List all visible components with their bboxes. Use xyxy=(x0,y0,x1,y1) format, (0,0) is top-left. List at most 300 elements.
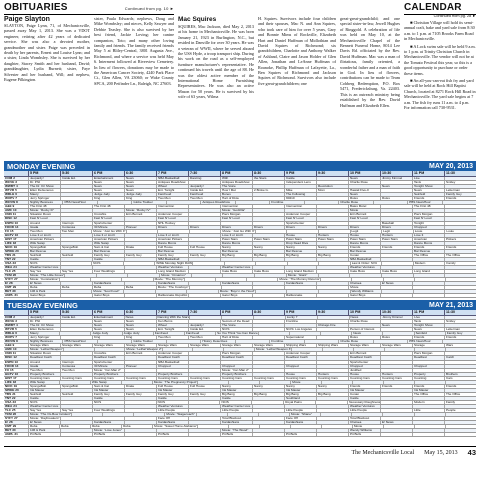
program-cell: Interrupt. xyxy=(60,361,92,364)
program-cell: Weather Ventures xyxy=(156,266,188,269)
program-cell: NCIS xyxy=(28,262,60,265)
channel-name: ANPL xyxy=(5,293,14,298)
program-cell: Reba xyxy=(121,425,152,428)
program-cell xyxy=(252,433,284,436)
program-cell xyxy=(252,356,284,359)
channel-number: 25 xyxy=(12,269,16,274)
program-cell xyxy=(316,282,348,285)
program-cell: Bar Rescue xyxy=(156,250,188,253)
program-cell xyxy=(444,270,476,273)
program-cell: Crossfire xyxy=(92,213,124,216)
program-cell: Inside Ed. xyxy=(188,189,220,192)
program-cell xyxy=(64,274,96,277)
program-cell: Movie: “Shane” xyxy=(289,413,320,416)
program-cell: News xyxy=(124,328,156,331)
program-cell: Movie: “Lethal Weapon 3” xyxy=(256,347,292,352)
program-cell: Reba xyxy=(28,425,59,428)
program-cell: Piers Morgan xyxy=(412,352,444,355)
program-cell xyxy=(380,365,412,368)
program-cell: Mike xyxy=(284,189,316,192)
program-cell: Chelsea xyxy=(348,282,380,285)
program-cell: Tavis xyxy=(412,320,444,323)
program-cell: Hunters xyxy=(316,234,348,237)
program-cell: Hawaii Five-0 xyxy=(348,189,380,192)
program-cell: Modern xyxy=(412,401,444,404)
program-cell xyxy=(252,320,284,323)
obituary-text-4: H. Squires. Survivors include four children and their spouses, Mac N. and Ann Squires, who took care of him for over 5 years, Gary and Bonnie Mims of Rockville, Elizabeth Hart and Daniel Huffman of Midlothian and David Squires of Richmond; six grandchildren, Charlotte and Anthony Walker of Ashland, Claire and Jason Holder of Glen Allen, Jonathan and LeAnne Huffman of Roanoke, Phillip Huffman of Lafayette, La., Ben Squires of Richmond and Jackson Squires of Richmond. Survivors also include five great-grandchildren; one xyxy=(258,16,336,86)
program-cell: Family Guy xyxy=(124,393,156,396)
program-cell: Bar Rescue xyxy=(92,250,124,253)
program-cell xyxy=(124,397,156,400)
program-cell: 90210 xyxy=(284,197,316,200)
program-cell: Sam & Cat xyxy=(92,385,124,388)
program-cell xyxy=(322,348,353,351)
program-cell: Family xyxy=(444,262,476,265)
channel-number: 27 xyxy=(14,416,18,421)
program-cell: Big Bang xyxy=(284,254,316,257)
program-cell: Chopped xyxy=(220,365,252,368)
listing-row xyxy=(4,433,476,437)
program-cell: Chicago Fire xyxy=(316,324,348,327)
program-cell: Antiques Roadshow xyxy=(156,181,188,184)
program-cell: Intervention xyxy=(284,205,316,208)
program-cell: Friends xyxy=(444,336,476,339)
program-cell: Secrets of the Dead xyxy=(220,320,252,323)
program-cell xyxy=(121,278,152,281)
program-cell: Anderson Cooper xyxy=(284,213,316,216)
program-cell: NBA Basketball xyxy=(348,258,380,261)
program-cell: Rattlesnake Republic xyxy=(158,293,188,298)
program-cell: Full House xyxy=(156,246,188,249)
program-cell xyxy=(287,262,319,265)
program-cell: American xyxy=(412,238,444,241)
program-cell xyxy=(60,205,92,208)
program-cell xyxy=(252,181,284,184)
program-cell: News xyxy=(124,177,156,180)
program-cell: Gator Boys xyxy=(92,294,124,297)
program-cell: Pit Bulls xyxy=(92,433,124,436)
channel-name: BET xyxy=(5,428,12,433)
program-cell: Nanny xyxy=(220,246,252,249)
program-cell xyxy=(381,274,413,277)
channel-number: 9 xyxy=(12,204,15,209)
time-slot: 9:30 xyxy=(316,171,348,176)
program-cell: Pawn Stars xyxy=(380,238,412,241)
program-cell: Movie: “Iron Man 2” xyxy=(92,369,124,372)
program-cell: House xyxy=(284,373,316,376)
program-cell xyxy=(188,356,220,359)
program-cell: Bar Rescue xyxy=(28,250,60,253)
channel-number: 6 xyxy=(15,192,18,197)
channel-name: NICK xyxy=(5,383,13,388)
program-cell: Say Yes xyxy=(28,409,60,412)
program-cell: Friends xyxy=(444,246,476,249)
program-cell xyxy=(252,365,284,368)
time-slot: 10:30 xyxy=(380,171,412,176)
program-cell: Nanny xyxy=(284,246,316,249)
program-cell xyxy=(123,262,155,265)
program-cell xyxy=(380,286,412,289)
time-slot: 6:30 xyxy=(124,171,156,176)
program-cell: 2 Broke G. xyxy=(252,189,284,192)
channel-number: 23 xyxy=(12,260,16,265)
program-cell: News xyxy=(412,328,444,331)
program-cell: The Following xyxy=(284,193,316,196)
program-cell xyxy=(316,356,348,359)
program-cell: Castle xyxy=(156,397,188,400)
program-cell: Dr. Phil xyxy=(28,181,60,184)
program-cell xyxy=(252,397,284,400)
program-cell xyxy=(444,365,476,368)
program-cell: The Office xyxy=(412,393,444,396)
program-cell xyxy=(444,290,476,293)
program-cell xyxy=(235,201,269,204)
channel-name: WCVW xyxy=(5,200,16,205)
program-cell: Seinfeld xyxy=(412,193,444,196)
program-cell: Pawn Stars xyxy=(348,238,380,241)
program-cell: Louie xyxy=(413,230,445,233)
program-cell: Ellen DeGeneres xyxy=(28,328,60,331)
program-cell: Erin Burnett xyxy=(348,352,380,355)
channel-name: FOOD xyxy=(5,363,14,368)
program-cell: Pickers xyxy=(444,238,476,241)
program-cell: History Detectives xyxy=(200,340,234,343)
program-cell: Maury xyxy=(28,332,59,335)
program-cell: Anderson Cooper xyxy=(284,352,316,355)
program-cell: Pawn Stars xyxy=(316,238,348,241)
channel-name: WCVE xyxy=(5,319,15,324)
program-cell: Counting Cars xyxy=(252,377,284,380)
channel-name: TBS xyxy=(5,252,12,257)
program-cell xyxy=(188,405,220,408)
program-cell: Two Men xyxy=(28,369,60,372)
channel-name: TLC xyxy=(5,408,12,413)
program-cell: Shipping Wars xyxy=(316,344,348,347)
program-cell: Little People xyxy=(348,409,380,412)
channel-name: HIST xyxy=(5,236,13,241)
program-cell: News xyxy=(124,324,156,327)
program-cell xyxy=(316,405,348,408)
program-cell: Friends xyxy=(412,385,444,388)
program-cell: News xyxy=(92,328,124,331)
program-cell xyxy=(126,230,158,233)
program-cell: Two Men xyxy=(188,197,220,200)
channel-number: 16 xyxy=(14,371,19,376)
program-cell: Movie: “The Pregnancy Project” xyxy=(153,379,198,384)
program-cell: Weather Center Live xyxy=(222,404,251,409)
program-cell: News xyxy=(124,316,156,319)
program-cell xyxy=(318,274,350,277)
program-cell: Ink Master xyxy=(92,389,124,392)
program-cell: Reba xyxy=(28,286,60,289)
program-cell: Shipping Wars xyxy=(284,344,316,347)
channel-name: E! xyxy=(5,420,9,425)
channel-number: 29 xyxy=(12,424,17,429)
channel-number: 19 xyxy=(13,244,18,249)
channel-number: 8 xyxy=(16,200,18,205)
program-cell: Frontline xyxy=(269,201,303,204)
channel-name: LIFE xyxy=(5,240,12,245)
program-cell xyxy=(60,397,92,400)
program-cell: Hart of Dixie xyxy=(220,336,252,339)
program-cell: The Dr. Oz Show xyxy=(28,324,60,327)
program-cell xyxy=(320,332,351,335)
program-cell: Pit Bulls xyxy=(220,433,252,436)
program-cell xyxy=(258,413,289,416)
program-cell: Crossfire xyxy=(92,352,124,355)
grid-day-title: MONDAY EVENING xyxy=(7,161,76,171)
program-cell: Legit xyxy=(381,230,413,233)
program-cell: Kardashians xyxy=(92,421,124,424)
program-cell xyxy=(318,290,350,293)
program-cell xyxy=(60,234,92,237)
program-cell: The Dr. Oz Show xyxy=(28,185,60,188)
program-cell: Wendy Williams xyxy=(350,290,382,293)
program-cell xyxy=(290,425,321,428)
channel-name: ESPN xyxy=(5,359,14,364)
program-cell: News xyxy=(380,185,412,188)
program-cell xyxy=(380,254,412,257)
time-slot: 7:30 xyxy=(188,171,220,176)
program-cell xyxy=(255,290,287,293)
program-cell xyxy=(60,429,92,432)
program-cell xyxy=(71,413,102,416)
program-cell: 106 & Park xyxy=(28,290,60,293)
program-cell xyxy=(321,425,352,428)
program-cell: Sam & Cat xyxy=(92,246,124,249)
program-cell: Big Bang xyxy=(284,393,316,396)
program-cell xyxy=(383,425,414,428)
program-cell: Southland xyxy=(284,397,316,400)
program-cell: Erin Burnett xyxy=(124,213,156,216)
program-cell: SportsCenter xyxy=(348,361,380,364)
program-cell xyxy=(412,294,444,297)
program-cell: Seinfeld xyxy=(28,254,60,257)
channel-name: SPIKE xyxy=(5,387,15,392)
program-cell: Hunters xyxy=(380,373,412,376)
channel-label xyxy=(4,294,28,297)
program-cell: Movie: “Rocky III” xyxy=(28,209,60,212)
program-cell xyxy=(124,405,156,408)
program-cell xyxy=(380,409,412,412)
program-cell xyxy=(445,348,476,351)
channel-name: FOOD xyxy=(5,224,14,229)
channel-name: CNN xyxy=(5,212,12,217)
channel-name: WTVR xyxy=(5,188,15,193)
program-cell: Little People xyxy=(156,409,188,412)
channel-number: 16 xyxy=(14,232,19,237)
channel-number: 18 xyxy=(12,379,17,384)
program-cell: Rules xyxy=(380,336,412,339)
program-cell xyxy=(412,433,444,436)
program-cell: Anderson Cooper xyxy=(156,352,188,355)
program-cell: Deadliest Catch xyxy=(28,356,60,359)
program-cell: Friends xyxy=(412,246,444,249)
program-cell xyxy=(316,361,348,364)
program-cell: Rules xyxy=(348,197,380,200)
program-cell: Counting Cars xyxy=(284,377,316,380)
program-cell: Movie xyxy=(348,286,380,289)
program-cell xyxy=(189,286,221,289)
program-cell: Castle xyxy=(28,397,60,400)
channel-name: WWBT xyxy=(5,184,15,189)
program-cell xyxy=(382,413,413,416)
program-cell: Ink Master xyxy=(220,389,252,392)
program-cell: Lucky 7 xyxy=(285,316,317,319)
program-cell: Jerry Springer xyxy=(28,197,60,200)
listing-row xyxy=(4,294,476,298)
channel-number: 25 xyxy=(12,408,16,413)
program-cell: Castle xyxy=(28,258,60,261)
time-slot: 11:30 xyxy=(444,171,476,176)
program-cell: Pit Bulls xyxy=(28,433,60,436)
program-cell: Wheel xyxy=(156,324,188,327)
program-cell: Little People xyxy=(220,409,252,412)
program-cell xyxy=(188,365,220,368)
program-cell xyxy=(414,413,445,416)
program-cell: Bones xyxy=(220,193,252,196)
program-cell: Conan xyxy=(348,393,380,396)
time-slot: 5:30 xyxy=(60,310,92,315)
program-cell xyxy=(60,185,92,188)
program-cell: News xyxy=(124,320,156,323)
program-cell: Fast N' Loud xyxy=(284,217,316,220)
program-cell: Contessa xyxy=(60,365,92,368)
program-cell: Nightly Business xyxy=(28,340,62,343)
program-cell: Counting Cars xyxy=(348,377,380,380)
program-cell xyxy=(318,262,350,265)
program-cell xyxy=(59,332,90,335)
program-cell: PBS NewsHour xyxy=(407,201,441,204)
program-cell: Catch xyxy=(444,356,476,359)
program-cell: News xyxy=(92,181,124,184)
program-cell xyxy=(252,324,284,327)
program-cell: Two Men xyxy=(156,197,188,200)
program-cell: Bar Rescue xyxy=(284,250,316,253)
channel-number: 13 xyxy=(14,220,18,225)
program-cell: Seinfeld xyxy=(60,393,92,396)
program-cell: Kardashians xyxy=(156,282,188,285)
program-cell: Movie: “The Mummy Returns” xyxy=(279,277,321,282)
channel-number: 11 xyxy=(12,212,16,217)
program-cell: NBA Basketball xyxy=(156,361,188,364)
program-cell xyxy=(252,417,284,420)
program-cell: Bar Rescue xyxy=(220,250,252,253)
program-cell xyxy=(60,290,92,293)
channel-number: 30 xyxy=(12,428,16,433)
program-cell: Justified xyxy=(348,369,380,372)
program-cell xyxy=(414,425,445,428)
program-cell: Intervention xyxy=(156,205,188,208)
program-cell: Antiques Roadshow xyxy=(220,181,252,184)
tv-grid-monday xyxy=(4,161,476,298)
program-cell: Bar Rescue xyxy=(412,250,444,253)
program-cell: Full House xyxy=(188,246,220,249)
program-cell xyxy=(445,278,476,281)
program-cell: Friends xyxy=(380,385,412,388)
program-cell xyxy=(373,201,407,204)
program-cell xyxy=(316,217,348,220)
program-cell: Seinfeld xyxy=(60,254,92,257)
program-cell: Family Guy xyxy=(124,254,156,257)
obituary-text-1: SLAYTON, Paige Lynn, 71, of Mechanicsville, passed away May 1, 2013. She was a VDOT engineer, retiring after 42 years of dedicated service. She was also a devoted mother, grandmother and sister. Paige was preceded in death by her parents, Ernest and Louise Lynn; and a sister, Linda Wombsley. She is survived by her daughter, Stacey Smith and her husband, David; granddaughter, Lydia Burnett; sister, Faye Silvester and her husband, Will; and nephew, Eugene Pilkington. xyxy=(4,23,90,83)
program-cell: Deadliest Catch xyxy=(156,356,188,359)
program-cell: Dr. Phil xyxy=(28,320,60,323)
program-cell: Nanny xyxy=(252,385,284,388)
channel-name: DISC xyxy=(5,355,13,360)
program-cell: Revolution xyxy=(316,185,348,188)
obituary-name-2: Mac Squires xyxy=(178,16,217,23)
channel-name: USA xyxy=(5,260,12,265)
program-cell xyxy=(60,417,92,420)
program-cell xyxy=(316,365,348,368)
program-cell: News xyxy=(348,177,380,180)
program-cell: Louie xyxy=(444,230,476,233)
program-cell: Family Guy xyxy=(92,254,124,257)
program-cell xyxy=(316,266,348,269)
program-cell: Chopped xyxy=(412,365,444,368)
program-cell xyxy=(444,286,476,289)
program-cell: Wars xyxy=(444,344,476,347)
program-cell xyxy=(123,290,155,293)
program-cell: Property xyxy=(412,373,444,376)
program-cell: Reba xyxy=(60,286,92,289)
program-cell xyxy=(252,352,284,355)
program-cell: 30 Minute xyxy=(92,226,124,229)
program-cell: House xyxy=(348,234,380,237)
program-cell: News xyxy=(124,185,156,188)
program-cell: Nanny xyxy=(316,246,348,249)
program-cell: Ink Master xyxy=(28,389,60,392)
channel-name: CMT xyxy=(5,285,12,290)
program-cell: SportsCenter xyxy=(92,222,124,225)
program-cell: Dance Moms xyxy=(412,242,444,245)
program-cell: Gator Boys xyxy=(348,294,380,297)
program-cell: Diners xyxy=(220,226,252,229)
program-cell xyxy=(252,258,284,261)
program-cell xyxy=(252,409,284,412)
program-cell: Chopped xyxy=(348,365,380,368)
program-cell xyxy=(189,230,221,233)
program-cell: Situation Room xyxy=(28,352,60,355)
program-cell: Friends xyxy=(412,336,444,339)
program-cell xyxy=(444,361,476,364)
program-cell: PBS NewsHour xyxy=(407,340,441,343)
program-cell: The First 48 xyxy=(92,205,124,208)
channel-name: WCVE xyxy=(5,180,15,185)
program-cell: Friends xyxy=(444,197,476,200)
program-cell: Chopped xyxy=(412,226,444,229)
program-cell: Pit Bulls xyxy=(284,433,316,436)
program-cell: How I Met xyxy=(220,189,252,192)
program-cell: Castle xyxy=(284,177,316,180)
newspaper-columns xyxy=(4,2,476,160)
program-cell xyxy=(380,393,412,396)
obituary-column-5 xyxy=(340,2,400,158)
program-cell: Weather Center Live xyxy=(222,265,251,270)
program-cell: House xyxy=(348,373,380,376)
obituary-column-2 xyxy=(94,2,174,158)
program-cell xyxy=(188,213,220,216)
program-cell xyxy=(316,270,348,273)
program-cell: Supernatural xyxy=(284,336,316,339)
program-cell: Reba xyxy=(90,425,121,428)
program-cell: Rules xyxy=(348,336,380,339)
channel-name: TLC xyxy=(5,269,12,274)
program-cell: Movie xyxy=(352,425,383,428)
obituaries-title: OBITUARIES xyxy=(4,2,68,13)
program-cell: Two Men xyxy=(60,230,92,233)
